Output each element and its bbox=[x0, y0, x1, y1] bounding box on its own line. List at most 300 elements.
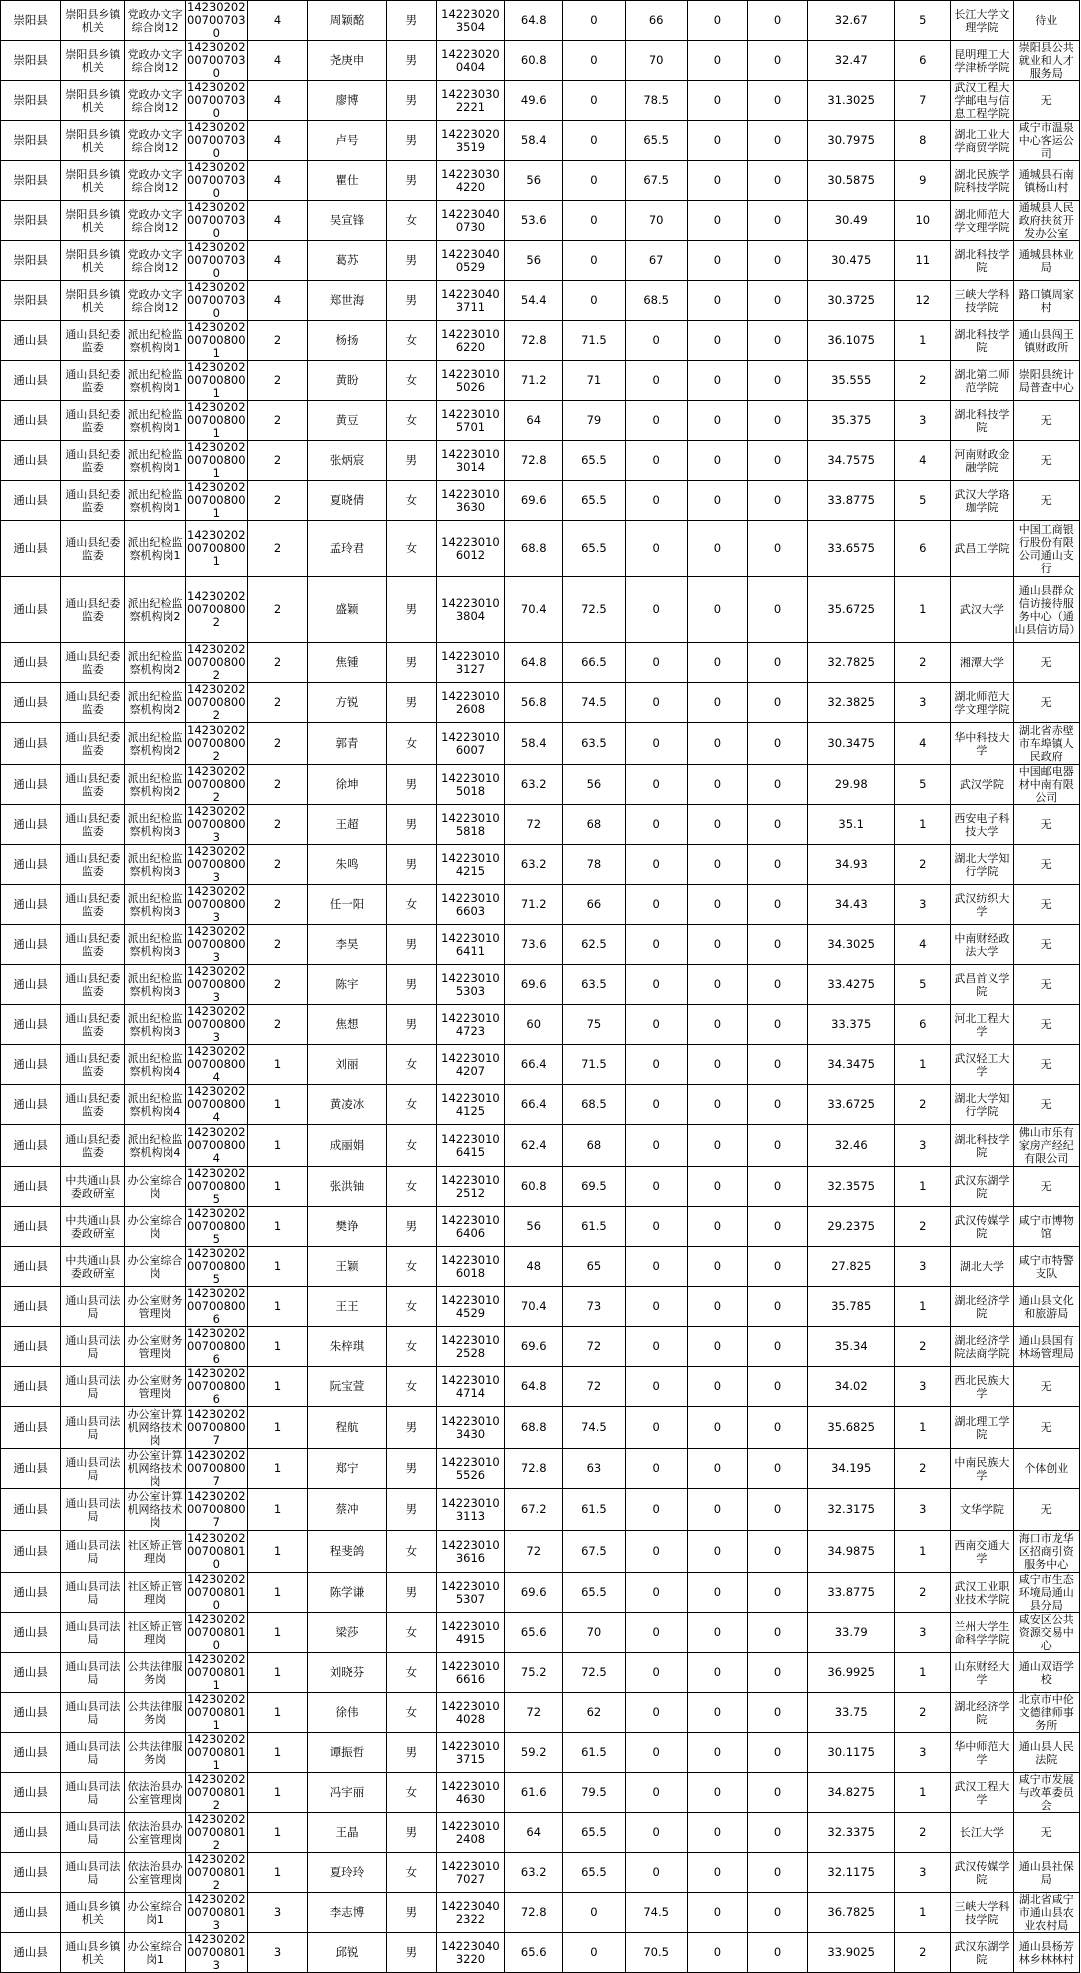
table-row bbox=[1, 1407, 1080, 1449]
ticket-number-cell: 142230104215 bbox=[436, 845, 504, 885]
ticket-number-cell: 142230105818 bbox=[436, 805, 504, 845]
rank-cell: 2 bbox=[895, 643, 951, 683]
quota-cell: 1 bbox=[247, 1125, 307, 1167]
county-cell: 通山县 bbox=[1, 481, 61, 521]
table-row bbox=[1, 1247, 1080, 1287]
total-score-cell: 30.49 bbox=[808, 201, 895, 241]
candidate-name-cell: 蔡冲 bbox=[308, 1489, 387, 1531]
employer-cell: 无 bbox=[1013, 965, 1079, 1005]
subject1-score-cell: 0 bbox=[625, 521, 687, 577]
subject2-score-cell: 0 bbox=[687, 161, 747, 201]
ticket-number-cell: 142230403220 bbox=[436, 1933, 504, 1973]
total-score-cell: 36.9925 bbox=[808, 1653, 895, 1693]
subject2-score-cell: 0 bbox=[687, 1287, 747, 1327]
agency-cell: 通山县纪委监委 bbox=[61, 765, 125, 805]
subject1-score-cell: 0 bbox=[625, 1167, 687, 1207]
agency-cell: 中共通山县委政研室 bbox=[61, 1247, 125, 1287]
agency-cell: 通山县纪委监委 bbox=[61, 1005, 125, 1045]
position-code-cell: 14230202007008005 bbox=[187, 1206, 246, 1246]
rank-cell: 6 bbox=[895, 1005, 951, 1045]
shenlun-score-cell: 79 bbox=[563, 401, 625, 441]
county-cell: 通山县 bbox=[1, 1005, 61, 1045]
position-cell: 社区矫正管理岗 bbox=[125, 1531, 185, 1573]
position-cell: 办公室综合岗1 bbox=[125, 1933, 185, 1973]
shenlun-score-cell: 0 bbox=[563, 121, 625, 161]
county-cell: 通山县 bbox=[1, 521, 61, 577]
xingce-score-cell: 58.4 bbox=[505, 723, 563, 765]
shenlun-score-cell: 0 bbox=[563, 241, 625, 281]
gender-cell: 女 bbox=[386, 1327, 436, 1367]
university-cell: 湖北师范大学文理学院 bbox=[951, 683, 1013, 723]
subject1-score-cell: 0 bbox=[625, 1407, 687, 1449]
total-score-cell: 30.3725 bbox=[808, 281, 895, 321]
subject3-score-cell: 0 bbox=[747, 201, 807, 241]
gender-cell: 男 bbox=[386, 441, 436, 481]
position-cell: 办公室财务管理岗 bbox=[125, 1327, 185, 1367]
shenlun-score-cell: 0 bbox=[563, 201, 625, 241]
subject3-score-cell: 0 bbox=[747, 121, 807, 161]
candidate-name-cell: 程航 bbox=[308, 1407, 387, 1449]
ticket-number-cell: 142230103616 bbox=[436, 1531, 504, 1573]
ticket-number-cell: 142230107027 bbox=[436, 1853, 504, 1893]
subject1-score-cell: 0 bbox=[625, 577, 687, 643]
rank-cell: 2 bbox=[895, 1573, 951, 1613]
university-cell: 西安电子科技大学 bbox=[951, 805, 1013, 845]
agency-cell: 通山县纪委监委 bbox=[61, 845, 125, 885]
candidate-name-cell: 黄凌冰 bbox=[308, 1085, 387, 1125]
employer-cell: 通山双语学校 bbox=[1013, 1653, 1079, 1693]
position-code-cell: 14230202007008004 bbox=[187, 1084, 246, 1124]
candidate-name-cell: 王王 bbox=[308, 1287, 387, 1327]
shenlun-score-cell: 62 bbox=[563, 1693, 625, 1733]
xingce-score-cell: 63.2 bbox=[505, 845, 563, 885]
position-code-cell: 14230202007008006 bbox=[187, 1286, 246, 1326]
xingce-score-cell: 71.2 bbox=[505, 885, 563, 925]
quota-cell: 2 bbox=[247, 845, 307, 885]
ticket-number-cell: 142230103804 bbox=[436, 577, 504, 643]
university-cell: 武汉东湖学院 bbox=[951, 1167, 1013, 1207]
position-code-cell: 14230202007008010 bbox=[187, 1612, 246, 1652]
position-cell: 党政办文字综合岗12 bbox=[125, 41, 185, 81]
candidate-name-cell: 黄盼 bbox=[308, 361, 387, 401]
candidate-name-cell: 郑宁 bbox=[308, 1449, 387, 1489]
county-cell: 通山县 bbox=[1, 1653, 61, 1693]
quota-cell: 1 bbox=[247, 1531, 307, 1573]
shenlun-score-cell: 79.5 bbox=[563, 1773, 625, 1813]
xingce-score-cell: 60.8 bbox=[505, 1167, 563, 1207]
subject2-score-cell: 0 bbox=[687, 577, 747, 643]
subject3-score-cell: 0 bbox=[747, 1531, 807, 1573]
subject3-score-cell: 0 bbox=[747, 1, 807, 41]
subject3-score-cell: 0 bbox=[747, 845, 807, 885]
xingce-score-cell: 56 bbox=[505, 161, 563, 201]
agency-cell: 通山县纪委监委 bbox=[61, 577, 125, 643]
agency-cell: 通山县司法局 bbox=[61, 1653, 125, 1693]
ticket-number-cell: 142230402322 bbox=[436, 1893, 504, 1933]
county-cell: 通山县 bbox=[1, 845, 61, 885]
rank-cell: 1 bbox=[895, 1045, 951, 1085]
candidate-name-cell: 王颖 bbox=[308, 1247, 387, 1287]
position-cell: 办公室综合岗 bbox=[125, 1167, 185, 1207]
subject3-score-cell: 0 bbox=[747, 1167, 807, 1207]
total-score-cell: 36.1075 bbox=[808, 321, 895, 361]
total-score-cell: 35.1 bbox=[808, 805, 895, 845]
xingce-score-cell: 61.6 bbox=[505, 1773, 563, 1813]
table-row bbox=[1, 723, 1080, 765]
quota-cell: 3 bbox=[247, 1893, 307, 1933]
agency-cell: 通山县乡镇机关 bbox=[61, 1933, 125, 1973]
subject1-score-cell: 0 bbox=[625, 765, 687, 805]
position-code-cell: 14230202007008003 bbox=[187, 1004, 246, 1044]
table-row bbox=[1, 885, 1080, 925]
shenlun-score-cell: 65.5 bbox=[563, 481, 625, 521]
total-score-cell: 30.5875 bbox=[808, 161, 895, 201]
table-row bbox=[1, 361, 1080, 401]
quota-cell: 2 bbox=[247, 765, 307, 805]
gender-cell: 女 bbox=[386, 1045, 436, 1085]
agency-cell: 崇阳县乡镇机关 bbox=[61, 241, 125, 281]
employer-cell: 湖北省咸宁市通山县农业农村局 bbox=[1013, 1893, 1079, 1933]
subject1-score-cell: 0 bbox=[625, 1247, 687, 1287]
shenlun-score-cell: 72 bbox=[563, 1327, 625, 1367]
subject1-score-cell: 67.5 bbox=[625, 161, 687, 201]
subject3-score-cell: 0 bbox=[747, 1933, 807, 1973]
rank-cell: 2 bbox=[895, 1449, 951, 1489]
quota-cell: 1 bbox=[247, 1287, 307, 1327]
rank-cell: 2 bbox=[895, 1085, 951, 1125]
subject3-score-cell: 0 bbox=[747, 41, 807, 81]
total-score-cell: 32.3825 bbox=[808, 683, 895, 723]
gender-cell: 男 bbox=[386, 683, 436, 723]
subject3-score-cell: 0 bbox=[747, 1045, 807, 1085]
employer-cell: 通城县林业局 bbox=[1013, 241, 1079, 281]
rank-cell: 1 bbox=[895, 1773, 951, 1813]
subject1-score-cell: 0 bbox=[625, 1531, 687, 1573]
subject2-score-cell: 0 bbox=[687, 1773, 747, 1813]
county-cell: 崇阳县 bbox=[1, 161, 61, 201]
subject1-score-cell: 0 bbox=[625, 1005, 687, 1045]
rank-cell: 5 bbox=[895, 1, 951, 41]
subject3-score-cell: 0 bbox=[747, 577, 807, 643]
total-score-cell: 35.785 bbox=[808, 1287, 895, 1327]
county-cell: 通山县 bbox=[1, 723, 61, 765]
xingce-score-cell: 53.6 bbox=[505, 201, 563, 241]
agency-cell: 通山县司法局 bbox=[61, 1367, 125, 1407]
rank-cell: 1 bbox=[895, 805, 951, 845]
county-cell: 通山县 bbox=[1, 1367, 61, 1407]
subject1-score-cell: 0 bbox=[625, 1125, 687, 1167]
quota-cell: 1 bbox=[247, 1367, 307, 1407]
agency-cell: 通山县纪委监委 bbox=[61, 643, 125, 683]
employer-cell: 通城县人民政府扶贫开发办公室 bbox=[1013, 201, 1079, 241]
position-cell: 派出纪检监察机构岗1 bbox=[125, 321, 185, 361]
xingce-score-cell: 70.4 bbox=[505, 1287, 563, 1327]
subject3-score-cell: 0 bbox=[747, 683, 807, 723]
position-code-cell: 14230202007008011 bbox=[187, 1652, 246, 1692]
subject1-score-cell: 70.5 bbox=[625, 1933, 687, 1973]
employer-cell: 待业 bbox=[1013, 1, 1079, 41]
quota-cell: 4 bbox=[247, 201, 307, 241]
candidate-name-cell: 徐伟 bbox=[308, 1693, 387, 1733]
candidate-name-cell: 徐坤 bbox=[308, 765, 387, 805]
ticket-number-cell: 142230105701 bbox=[436, 401, 504, 441]
subject2-score-cell: 0 bbox=[687, 1247, 747, 1287]
subject2-score-cell: 0 bbox=[687, 1489, 747, 1531]
university-cell: 武汉传媒学院 bbox=[951, 1853, 1013, 1893]
ticket-number-cell: 142230104125 bbox=[436, 1085, 504, 1125]
shenlun-score-cell: 65.5 bbox=[563, 1813, 625, 1853]
employer-cell: 通山县国有林场管理局 bbox=[1013, 1327, 1079, 1367]
gender-cell: 男 bbox=[386, 965, 436, 1005]
employer-cell: 中国工商银行股份有限公司通山支行 bbox=[1013, 521, 1079, 577]
shenlun-score-cell: 71.5 bbox=[563, 1045, 625, 1085]
shenlun-score-cell: 69.5 bbox=[563, 1167, 625, 1207]
quota-cell: 2 bbox=[247, 723, 307, 765]
position-code-cell: 14230202007008002 bbox=[187, 723, 246, 763]
table-row bbox=[1, 1773, 1080, 1813]
agency-cell: 通山县纪委监委 bbox=[61, 361, 125, 401]
county-cell: 通山县 bbox=[1, 1085, 61, 1125]
quota-cell: 1 bbox=[247, 1247, 307, 1287]
employer-cell: 无 bbox=[1013, 1489, 1079, 1531]
shenlun-score-cell: 0 bbox=[563, 81, 625, 121]
total-score-cell: 34.7575 bbox=[808, 441, 895, 481]
quota-cell: 1 bbox=[247, 1207, 307, 1247]
county-cell: 通山县 bbox=[1, 1167, 61, 1207]
rank-cell: 3 bbox=[895, 1733, 951, 1773]
employer-cell: 佛山市乐有家房产经纪有限公司 bbox=[1013, 1125, 1079, 1167]
ticket-number-cell: 142230106012 bbox=[436, 521, 504, 577]
ticket-number-cell: 142230104207 bbox=[436, 1045, 504, 1085]
candidate-name-cell: 孟玲君 bbox=[308, 521, 387, 577]
university-cell: 湖北理工学院 bbox=[951, 1407, 1013, 1449]
subject3-score-cell: 0 bbox=[747, 805, 807, 845]
agency-cell: 通山县纪委监委 bbox=[61, 885, 125, 925]
xingce-score-cell: 71.2 bbox=[505, 361, 563, 401]
table-row bbox=[1, 643, 1080, 683]
university-cell: 湖北师范大学文理学院 bbox=[951, 201, 1013, 241]
county-cell: 通山县 bbox=[1, 1407, 61, 1449]
subject3-score-cell: 0 bbox=[747, 1489, 807, 1531]
gender-cell: 女 bbox=[386, 521, 436, 577]
subject2-score-cell: 0 bbox=[687, 885, 747, 925]
position-code-cell: 14230202007008002 bbox=[187, 642, 246, 682]
shenlun-score-cell: 65.5 bbox=[563, 441, 625, 481]
employer-cell: 路口镇周家村 bbox=[1013, 281, 1079, 321]
table-row bbox=[1, 1207, 1080, 1247]
shenlun-score-cell: 68.5 bbox=[563, 1085, 625, 1125]
subject1-score-cell: 0 bbox=[625, 643, 687, 683]
rank-cell: 6 bbox=[895, 521, 951, 577]
subject1-score-cell: 0 bbox=[625, 1693, 687, 1733]
quota-cell: 2 bbox=[247, 1005, 307, 1045]
county-cell: 通山县 bbox=[1, 1045, 61, 1085]
county-cell: 通山县 bbox=[1, 1853, 61, 1893]
employer-cell: 崇阳县统计局普查中心 bbox=[1013, 361, 1079, 401]
xingce-score-cell: 72.8 bbox=[505, 321, 563, 361]
candidate-name-cell: 郑世海 bbox=[308, 281, 387, 321]
candidate-name-cell: 卢号 bbox=[308, 121, 387, 161]
university-cell: 武汉工程大学 bbox=[951, 1773, 1013, 1813]
gender-cell: 女 bbox=[386, 321, 436, 361]
county-cell: 通山县 bbox=[1, 1693, 61, 1733]
agency-cell: 通山县纪委监委 bbox=[61, 1085, 125, 1125]
rank-cell: 12 bbox=[895, 281, 951, 321]
quota-cell: 2 bbox=[247, 361, 307, 401]
county-cell: 通山县 bbox=[1, 885, 61, 925]
xingce-score-cell: 48 bbox=[505, 1247, 563, 1287]
subject3-score-cell: 0 bbox=[747, 1693, 807, 1733]
university-cell: 武昌首义学院 bbox=[951, 965, 1013, 1005]
xingce-score-cell: 59.2 bbox=[505, 1733, 563, 1773]
position-cell: 派出纪检监察机构岗3 bbox=[125, 965, 185, 1005]
shenlun-score-cell: 71 bbox=[563, 361, 625, 401]
university-cell: 武汉工业职业技术学院 bbox=[951, 1573, 1013, 1613]
total-score-cell: 32.1175 bbox=[808, 1853, 895, 1893]
position-code-cell: 14230202007008001 bbox=[187, 480, 246, 520]
subject2-score-cell: 0 bbox=[687, 1045, 747, 1085]
candidate-name-cell: 王超 bbox=[308, 805, 387, 845]
university-cell: 文华学院 bbox=[951, 1489, 1013, 1531]
quota-cell: 2 bbox=[247, 441, 307, 481]
subject2-score-cell: 0 bbox=[687, 1693, 747, 1733]
subject2-score-cell: 0 bbox=[687, 1125, 747, 1167]
gender-cell: 女 bbox=[386, 1773, 436, 1813]
subject3-score-cell: 0 bbox=[747, 161, 807, 201]
county-cell: 通山县 bbox=[1, 1531, 61, 1573]
table-row bbox=[1, 1693, 1080, 1733]
shenlun-score-cell: 72.5 bbox=[563, 577, 625, 643]
rank-cell: 5 bbox=[895, 965, 951, 1005]
shenlun-score-cell: 65 bbox=[563, 1247, 625, 1287]
ticket-number-cell: 142230105307 bbox=[436, 1573, 504, 1613]
shenlun-score-cell: 65.5 bbox=[563, 1853, 625, 1893]
gender-cell: 男 bbox=[386, 925, 436, 965]
xingce-score-cell: 72 bbox=[505, 805, 563, 845]
table-row bbox=[1, 765, 1080, 805]
position-cell: 社区矫正管理岗 bbox=[125, 1573, 185, 1613]
candidate-name-cell: 张洪铀 bbox=[308, 1167, 387, 1207]
subject1-score-cell: 0 bbox=[625, 683, 687, 723]
university-cell: 武汉传媒学院 bbox=[951, 1207, 1013, 1247]
table-row bbox=[1, 1853, 1080, 1893]
shenlun-score-cell: 68 bbox=[563, 805, 625, 845]
candidate-name-cell: 朱鸣 bbox=[308, 845, 387, 885]
agency-cell: 崇阳县乡镇机关 bbox=[61, 41, 125, 81]
position-cell: 派出纪检监察机构岗2 bbox=[125, 723, 185, 765]
county-cell: 崇阳县 bbox=[1, 201, 61, 241]
quota-cell: 4 bbox=[247, 241, 307, 281]
ticket-number-cell: 142230400529 bbox=[436, 241, 504, 281]
ticket-number-cell: 142230104714 bbox=[436, 1367, 504, 1407]
total-score-cell: 34.93 bbox=[808, 845, 895, 885]
gender-cell: 女 bbox=[386, 1167, 436, 1207]
quota-cell: 2 bbox=[247, 521, 307, 577]
agency-cell: 通山县纪委监委 bbox=[61, 683, 125, 723]
total-score-cell: 33.8775 bbox=[808, 1573, 895, 1613]
agency-cell: 通山县纪委监委 bbox=[61, 401, 125, 441]
county-cell: 通山县 bbox=[1, 361, 61, 401]
position-cell: 公共法律服务岗 bbox=[125, 1653, 185, 1693]
agency-cell: 崇阳县乡镇机关 bbox=[61, 281, 125, 321]
shenlun-score-cell: 67.5 bbox=[563, 1531, 625, 1573]
subject3-score-cell: 0 bbox=[747, 281, 807, 321]
university-cell: 武汉纺织大学 bbox=[951, 885, 1013, 925]
position-code-cell: 14230202007008003 bbox=[187, 844, 246, 884]
agency-cell: 崇阳县乡镇机关 bbox=[61, 121, 125, 161]
table-row bbox=[1, 1653, 1080, 1693]
table-row bbox=[1, 1045, 1080, 1085]
quota-cell: 2 bbox=[247, 885, 307, 925]
table-row bbox=[1, 241, 1080, 281]
rank-cell: 1 bbox=[895, 1167, 951, 1207]
total-score-cell: 32.67 bbox=[808, 1, 895, 41]
shenlun-score-cell: 65.5 bbox=[563, 521, 625, 577]
xingce-score-cell: 64.8 bbox=[505, 643, 563, 683]
subject3-score-cell: 0 bbox=[747, 241, 807, 281]
subject2-score-cell: 0 bbox=[687, 81, 747, 121]
total-score-cell: 32.47 bbox=[808, 41, 895, 81]
subject2-score-cell: 0 bbox=[687, 1449, 747, 1489]
total-score-cell: 34.02 bbox=[808, 1367, 895, 1407]
subject3-score-cell: 0 bbox=[747, 1773, 807, 1813]
table-row bbox=[1, 81, 1080, 121]
university-cell: 中南民族大学 bbox=[951, 1449, 1013, 1489]
total-score-cell: 33.6575 bbox=[808, 521, 895, 577]
total-score-cell: 34.3475 bbox=[808, 1045, 895, 1085]
xingce-score-cell: 75.2 bbox=[505, 1653, 563, 1693]
xingce-score-cell: 69.6 bbox=[505, 1327, 563, 1367]
university-cell: 湖北民族学院科技学院 bbox=[951, 161, 1013, 201]
subject2-score-cell: 0 bbox=[687, 1085, 747, 1125]
quota-cell: 4 bbox=[247, 81, 307, 121]
rank-cell: 1 bbox=[895, 577, 951, 643]
county-cell: 通山县 bbox=[1, 1207, 61, 1247]
university-cell: 武汉东湖学院 bbox=[951, 1933, 1013, 1973]
ticket-number-cell: 142230302221 bbox=[436, 81, 504, 121]
employer-cell: 崇阳县公共就业和人才服务局 bbox=[1013, 41, 1079, 81]
rank-cell: 3 bbox=[895, 1489, 951, 1531]
agency-cell: 通山县纪委监委 bbox=[61, 805, 125, 845]
employer-cell: 通城县石南镇杨山村 bbox=[1013, 161, 1079, 201]
quota-cell: 4 bbox=[247, 1, 307, 41]
gender-cell: 男 bbox=[386, 1005, 436, 1045]
position-code-cell: 14230202007007030 bbox=[187, 280, 246, 320]
employer-cell: 无 bbox=[1013, 1167, 1079, 1207]
table-row bbox=[1, 925, 1080, 965]
subject3-score-cell: 0 bbox=[747, 1813, 807, 1853]
subject2-score-cell: 0 bbox=[687, 361, 747, 401]
position-code-cell: 14230202007007030 bbox=[187, 0, 246, 40]
gender-cell: 女 bbox=[386, 1367, 436, 1407]
shenlun-score-cell: 74.5 bbox=[563, 1407, 625, 1449]
quota-cell: 1 bbox=[247, 1573, 307, 1613]
xingce-score-cell: 70.4 bbox=[505, 577, 563, 643]
subject3-score-cell: 0 bbox=[747, 1287, 807, 1327]
rank-cell: 3 bbox=[895, 1613, 951, 1653]
county-cell: 通山县 bbox=[1, 1573, 61, 1613]
ticket-number-cell: 142230103113 bbox=[436, 1489, 504, 1531]
employer-cell: 通山县杨芳林乡林林村 bbox=[1013, 1933, 1079, 1973]
university-cell: 湖北科技学院 bbox=[951, 1125, 1013, 1167]
position-cell: 办公室综合岗 bbox=[125, 1247, 185, 1287]
gender-cell: 男 bbox=[386, 577, 436, 643]
position-cell: 派出纪检监察机构岗3 bbox=[125, 1005, 185, 1045]
total-score-cell: 32.3175 bbox=[808, 1489, 895, 1531]
subject3-score-cell: 0 bbox=[747, 1407, 807, 1449]
quota-cell: 3 bbox=[247, 1933, 307, 1973]
county-cell: 通山县 bbox=[1, 1489, 61, 1531]
